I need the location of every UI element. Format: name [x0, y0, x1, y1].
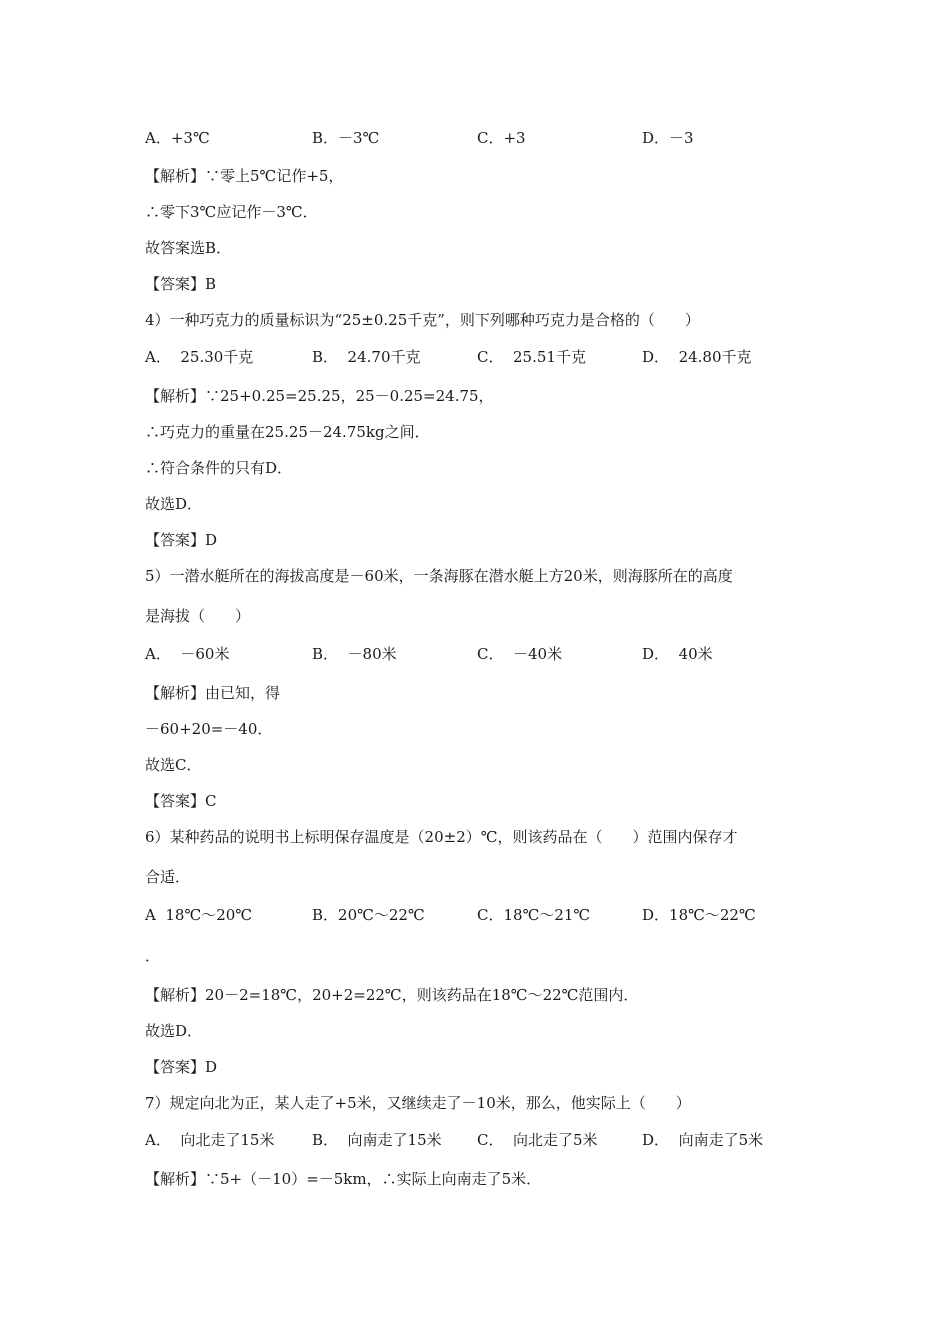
q4-option-d: D． 24.80千克	[642, 348, 752, 366]
q4-stem: 4）一种巧克力的质量标识为“25±0.25千克”，则下列哪种巧克力是合格的（ ）	[145, 311, 700, 329]
q6-analysis-line: 【解析】20－2=18℃，20+2=22℃，则该药品在18℃～22℃范围内．	[145, 986, 639, 1004]
q6-analysis-line: 故选D．	[145, 1022, 203, 1040]
q5-option-c: C． －40米	[477, 645, 563, 663]
q6-answer: 【答案】D	[145, 1058, 218, 1076]
q4-analysis-line: 【解析】∵25+0.25=25.25，25－0.25=24.75，	[145, 387, 494, 405]
q5-options	[145, 644, 845, 664]
q7-option-d: D． 向南走了5米	[642, 1131, 764, 1149]
q3-option-c: C．+3	[477, 129, 526, 147]
q4-answer: 【答案】D	[145, 531, 218, 549]
q5-stem: 是海拔（ ）	[145, 607, 251, 625]
q5-answer: 【答案】C	[145, 792, 217, 810]
q7-option-c: C． 向北走了5米	[477, 1131, 598, 1149]
q5-analysis-line: 【解析】由已知，得	[145, 684, 281, 702]
q4-option-c: C． 25.51千克	[477, 348, 586, 366]
q6-stem: 6）某种药品的说明书上标明保存温度是（20±2）℃，则该药品在（ ）范围内保存才	[145, 828, 738, 846]
q6-option-b: B．20℃～22℃	[312, 906, 425, 924]
q6-option-a: A 18℃～20℃	[145, 906, 253, 924]
q7-option-a: A． 向北走了15米	[145, 1131, 275, 1149]
q3-analysis-line: 故答案选B．	[145, 239, 232, 257]
q4-option-b: B． 24.70千克	[312, 348, 421, 366]
q5-analysis-line: 故选C．	[145, 756, 202, 774]
q4-analysis-line: 故选D．	[145, 495, 203, 513]
q3-options	[145, 128, 845, 148]
q6-stem: 合适．	[145, 868, 191, 886]
q6-option-d: D．18℃～22℃	[642, 906, 756, 924]
q7-options	[145, 1130, 845, 1150]
q7-analysis-line: 【解析】∵5+（－10）=－5km，∴实际上向南走了5米．	[145, 1170, 542, 1188]
q5-option-d: D． 40米	[642, 645, 713, 663]
q4-option-a: A． 25.30千克	[145, 348, 254, 366]
q6-stray-punctuation: ．	[145, 947, 161, 965]
q3-option-d: D．－3	[642, 129, 694, 147]
q6-options	[145, 905, 845, 925]
q5-option-a: A． －60米	[145, 645, 230, 663]
q3-answer: 【答案】B	[145, 275, 217, 293]
q5-option-b: B． －80米	[312, 645, 397, 663]
q3-option-b: B．－3℃	[312, 129, 380, 147]
q7-stem: 7）规定向北为正，某人走了+5米，又继续走了－10米，那么，他实际上（ ）	[145, 1094, 691, 1112]
q3-option-a: A．+3℃	[145, 129, 210, 147]
q6-option-c: C．18℃～21℃	[477, 906, 591, 924]
q5-stem: 5）一潜水艇所在的海拔高度是－60米，一条海豚在潜水艇上方20米，则海豚所在的高度	[145, 567, 733, 585]
q4-options	[145, 347, 845, 367]
q4-analysis-line: ∴巧克力的重量在25.25－24.75kg之间．	[145, 423, 430, 441]
q3-analysis-line: 【解析】∵零上5℃记作+5，	[145, 167, 344, 185]
q5-analysis-line: －60+20=－40．	[145, 720, 273, 738]
q3-analysis-line: ∴零下3℃应记作－3℃．	[145, 203, 318, 221]
q4-analysis-line: ∴符合条件的只有D．	[145, 459, 293, 477]
q7-option-b: B． 向南走了15米	[312, 1131, 442, 1149]
